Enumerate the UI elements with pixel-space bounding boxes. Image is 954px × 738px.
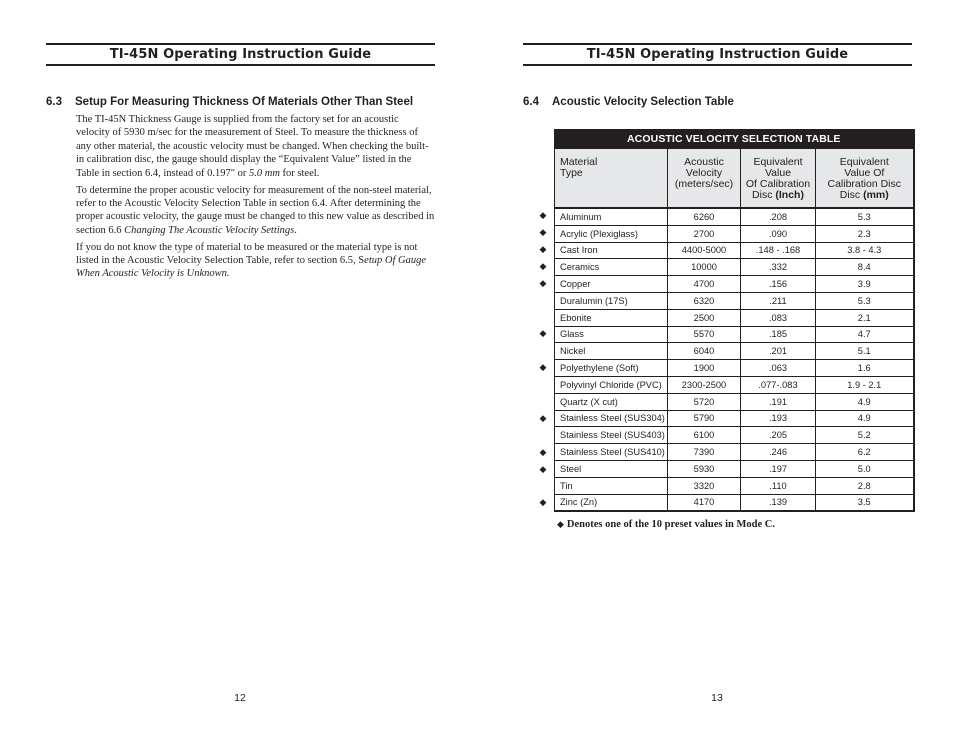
paragraph [76, 113, 435, 180]
cell-inch: .090 [741, 225, 816, 242]
table-row [555, 208, 914, 225]
cell-material: Polyvinyl Chloride (PVC) [555, 376, 668, 393]
header-line [744, 190, 812, 201]
section-title [46, 96, 413, 108]
cell-velocity: 2300-2500 [668, 376, 741, 393]
cell-material: Copper [555, 276, 668, 293]
section-title-text: Setup For Measuring Thickness Of Materials Other Than Steel [75, 96, 414, 108]
cell-material: Ebonite [555, 309, 668, 326]
cell-velocity: 6040 [668, 343, 741, 360]
table-row [555, 410, 914, 427]
cell-velocity: 6320 [668, 292, 741, 309]
diamond-icon: ◆ [539, 497, 547, 508]
cell-velocity: 6100 [668, 427, 741, 444]
page-number: 12 [234, 692, 246, 704]
header-unit: (mm) [863, 189, 889, 201]
cell-material: Cast Iron [555, 242, 668, 259]
table-row [555, 360, 914, 377]
cell-velocity: 7390 [668, 444, 741, 461]
table-title-row [555, 130, 914, 149]
paragraph [76, 184, 435, 238]
table-row [555, 276, 914, 293]
page-header: TI-45N Operating Instruction Guide [46, 43, 435, 66]
header-line: Acoustic [684, 156, 724, 168]
table-row [555, 444, 914, 461]
cell-material: Aluminum [555, 208, 668, 225]
cell-inch: .246 [741, 444, 816, 461]
diamond-icon: ◆ [539, 226, 547, 237]
section-title-text: Acoustic Velocity Selection Table [552, 96, 734, 108]
cell-velocity: 10000 [668, 259, 741, 276]
cell-material: Zinc (Zn) [555, 494, 668, 511]
column-header-material [555, 149, 668, 209]
paragraph-italic: etup Of Gauge When Acoustic Velocity is Unknown. [76, 255, 426, 280]
cell-velocity: 1900 [668, 360, 741, 377]
diamond-icon: ◆ [539, 446, 547, 457]
cell-material: Nickel [555, 343, 668, 360]
diamond-icon: ◆ [557, 520, 564, 530]
paragraph [76, 241, 435, 281]
cell-inch: .191 [741, 393, 816, 410]
acoustic-velocity-table [554, 129, 915, 512]
cell-mm: 5.3 [816, 292, 914, 309]
cell-velocity: 5930 [668, 460, 741, 477]
header-line: Type [560, 167, 583, 179]
cell-inch: .063 [741, 360, 816, 377]
cell-mm: 5.1 [816, 343, 914, 360]
cell-material: Glass [555, 326, 668, 343]
cell-mm: 3.8 - 4.3 [816, 242, 914, 259]
cell-inch: .156 [741, 276, 816, 293]
table-body [555, 208, 914, 511]
cell-mm: 6.2 [816, 444, 914, 461]
table-row [555, 427, 914, 444]
cell-mm: 5.3 [816, 208, 914, 225]
table-row [555, 309, 914, 326]
paragraph-text: for steel. [279, 167, 320, 179]
paragraph-text: The TI-45N Thickness Gauge is supplied from the factory set for an acoustic velocity of 5930 m/sec for the measurement of Steel. To measure the thickness of any other material, the acoustic velocity must be changed. When checking the built-in calibration disc, the gauge should display the “Equivalent Value” listed in the Table in section 6.4, instead of 0.197" or [76, 114, 429, 179]
diamond-icon: ◆ [539, 362, 547, 373]
cell-mm: 1.9 - 2.1 [816, 376, 914, 393]
cell-mm: 3.5 [816, 494, 914, 511]
footnote [557, 519, 775, 530]
diamond-icon: ◆ [539, 463, 547, 474]
section-title [523, 96, 734, 108]
cell-mm: 3.9 [816, 276, 914, 293]
cell-inch: .110 [741, 477, 816, 494]
cell-velocity: 5570 [668, 326, 741, 343]
header-line: Value [764, 167, 792, 179]
cell-material: Steel [555, 460, 668, 477]
cell-inch: .077-.083 [741, 376, 816, 393]
cell-inch: .185 [741, 326, 816, 343]
diamond-icon: ◆ [539, 328, 547, 339]
header-line: Material [560, 156, 598, 168]
paragraph-text: . [294, 224, 297, 236]
header-line [819, 190, 910, 201]
cell-inch: .148 - .168 [741, 242, 816, 259]
table-row [555, 326, 914, 343]
page-number: 13 [711, 692, 723, 704]
cell-mm: 2.1 [816, 309, 914, 326]
cell-material: Stainless Steel (SUS304) [555, 410, 668, 427]
paragraph-text: To determine the proper acoustic velocity for measurement of the non-steel material, refer to the Acoustic Velocity Selection Table in section 6.4. After determining the proper acoustic velocity, the gauge must be changed to this new value as described in section 6.6 [76, 184, 435, 236]
cell-inch: .201 [741, 343, 816, 360]
cell-velocity: 4700 [668, 276, 741, 293]
table-row [555, 376, 914, 393]
cell-material: Stainless Steel (SUS403) [555, 427, 668, 444]
header-line: Equivalent [839, 156, 889, 168]
body-text [76, 113, 435, 284]
table-header-row [555, 149, 914, 209]
cell-mm: 2.8 [816, 477, 914, 494]
paragraph-italic: 5.0 mm [248, 167, 280, 179]
diamond-icon: ◆ [539, 243, 547, 254]
cell-material: Ceramics [555, 259, 668, 276]
table-row [555, 343, 914, 360]
cell-mm: 5.0 [816, 460, 914, 477]
header-line: Equivalent [753, 156, 803, 168]
header-unit: (Inch) [775, 189, 804, 201]
table-row [555, 259, 914, 276]
cell-velocity: 3320 [668, 477, 741, 494]
section-number: 6.4 [523, 96, 539, 108]
cell-inch: .083 [741, 309, 816, 326]
cell-material: Polyethylene (Soft) [555, 360, 668, 377]
cell-inch: .193 [741, 410, 816, 427]
header-line: Velocity [685, 167, 723, 179]
table-row [555, 242, 914, 259]
diamond-icon: ◆ [539, 210, 547, 220]
column-header-mm [816, 149, 914, 209]
table-row [555, 393, 914, 410]
header-text: Disc [752, 189, 776, 201]
paragraph-italic: Changing The Acoustic Velocity Settings [124, 224, 295, 236]
cell-velocity: 4400-5000 [668, 242, 741, 259]
cell-inch: .205 [741, 427, 816, 444]
table-row [555, 460, 914, 477]
cell-inch: .332 [741, 259, 816, 276]
header-text: Disc [839, 189, 864, 201]
cell-mm: 2.3 [816, 225, 914, 242]
cell-inch: .197 [741, 460, 816, 477]
table-row [555, 494, 914, 511]
paragraph-text: If you do not know the type of material to be measured or the material type is not listed in the Acoustic Velocity Selection Table, refer to section 6.5, S [76, 241, 418, 267]
cell-velocity: 2500 [668, 309, 741, 326]
column-header-velocity [668, 149, 741, 209]
header-line: Of Calibration [745, 178, 811, 190]
header-line: Value Of [844, 167, 885, 179]
cell-inch: .208 [741, 208, 816, 225]
cell-velocity: 5720 [668, 393, 741, 410]
cell-material: Quartz (X cut) [555, 393, 668, 410]
header-line: Calibration Disc [827, 178, 902, 190]
cell-mm: 4.9 [816, 393, 914, 410]
table-title: ACOUSTIC VELOCITY SELECTION TABLE [555, 130, 914, 149]
cell-material: Duralumin (17S) [555, 292, 668, 309]
cell-mm: 4.9 [816, 410, 914, 427]
cell-mm: 1.6 [816, 360, 914, 377]
cell-inch: .139 [741, 494, 816, 511]
cell-inch: .211 [741, 292, 816, 309]
cell-material: Stainless Steel (SUS410) [555, 444, 668, 461]
cell-velocity: 4170 [668, 494, 741, 511]
cell-velocity: 5790 [668, 410, 741, 427]
footnote-text: Denotes one of the 10 preset values in Mode C. [566, 519, 775, 530]
diamond-icon: ◆ [539, 277, 547, 288]
section-number: 6.3 [46, 96, 62, 108]
cell-mm: 5.2 [816, 427, 914, 444]
header-line: (meters/sec) [674, 178, 734, 190]
page-header: TI-45N Operating Instruction Guide [523, 43, 912, 66]
diamond-icon: ◆ [539, 260, 547, 271]
cell-velocity: 6260 [668, 208, 741, 225]
diamond-icon: ◆ [539, 412, 547, 423]
cell-material: Acrylic (Plexiglass) [555, 225, 668, 242]
table-row [555, 292, 914, 309]
cell-velocity: 2700 [668, 225, 741, 242]
table-row [555, 225, 914, 242]
cell-mm: 8.4 [816, 259, 914, 276]
table-row [555, 477, 914, 494]
cell-mm: 4.7 [816, 326, 914, 343]
column-header-inch [741, 149, 816, 209]
cell-material: Tin [555, 477, 668, 494]
